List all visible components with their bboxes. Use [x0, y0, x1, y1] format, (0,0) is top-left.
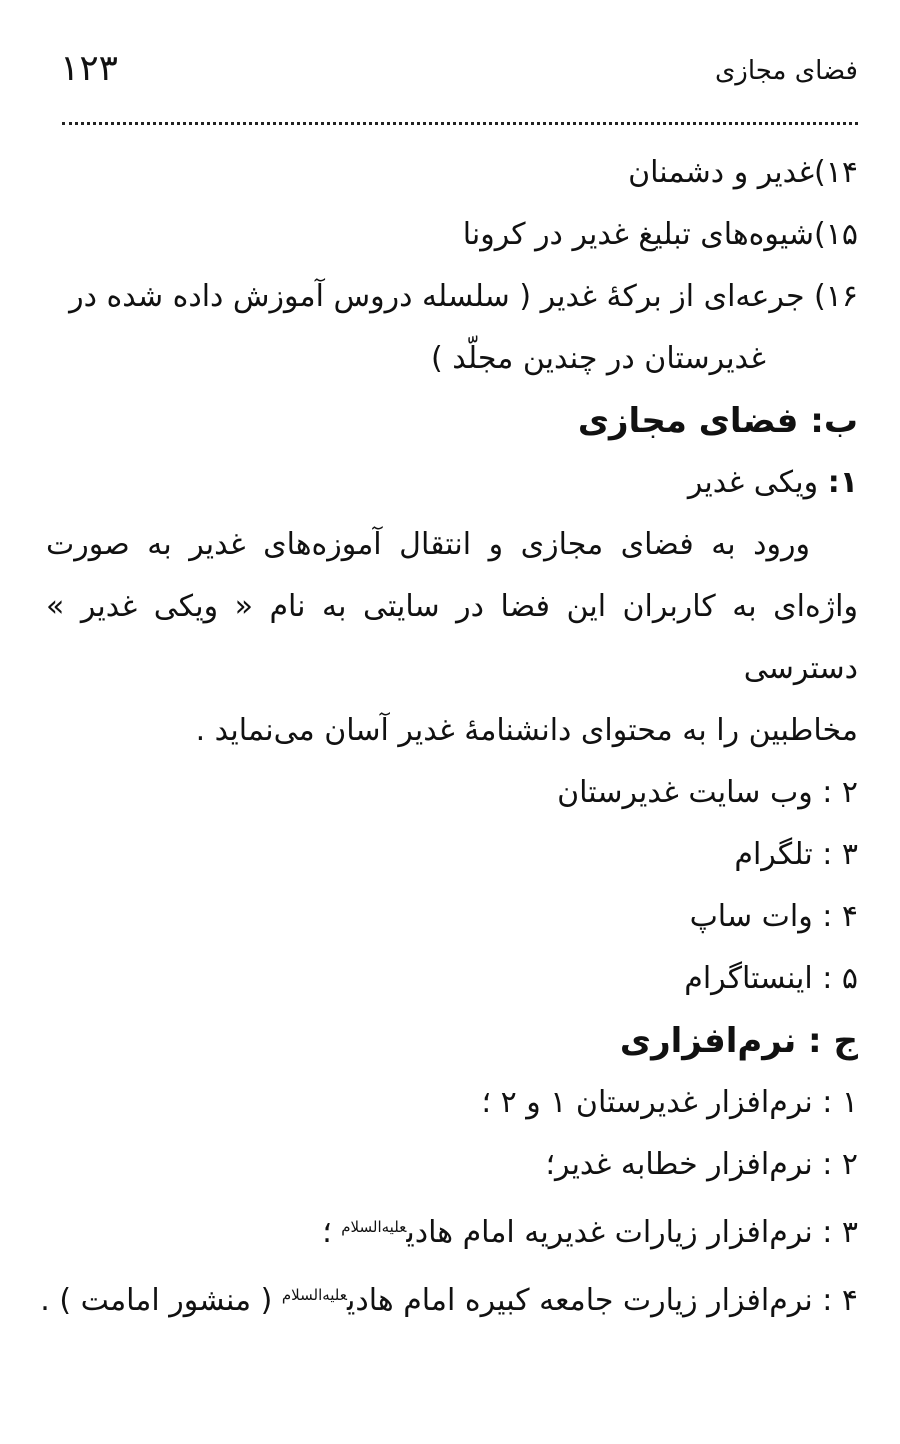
paragraph-line: ورود به فضای مجازی و انتقال آموزه‌های غدیر به صورت [46, 527, 810, 562]
section-heading-c: ج : نرم‌افزاری [619, 1021, 858, 1061]
page-content [40, 142, 858, 1332]
item-text-end: ؛ [322, 1215, 342, 1250]
list-item: ۱۵)شیوه‌های تبلیغ غدیر در کرونا [462, 217, 858, 252]
list-item: ۱۴)غدیر و دشمنان [628, 155, 858, 190]
list-item [40, 1264, 858, 1332]
item-text-end: ( منشور امامت ) . [40, 1283, 282, 1318]
item-label: ویکی غدیر [687, 465, 819, 500]
item-number: ۱: [827, 465, 858, 500]
list-item: ۲ : وب سایت غدیرستان [557, 775, 858, 810]
page-header [60, 48, 858, 98]
item-text: ۳ : نرم‌افزار زیارات غدیریه امام هادی [406, 1215, 858, 1250]
honorific-glyph: علیه‌السلام [341, 1218, 407, 1236]
item-text: ۴ : نرم‌افزار زیارت جامعه کبیره امام هادی [347, 1283, 858, 1318]
header-divider [62, 122, 858, 125]
running-title: فضای مجازی [714, 56, 858, 86]
section-b-item-1 [46, 452, 858, 514]
paragraph-line: واژه‌ای به کاربران این فضا در سایتی به نام « ویکی غدیر » دسترسی [46, 589, 858, 686]
list-item: ۴ : وات ساپ [689, 899, 858, 934]
paragraph-line: مخاطبین را به محتوای دانشنامهٔ غدیر آسان می‌نماید . [195, 713, 858, 748]
section-heading-b: ب: فضای مجازی [577, 401, 858, 441]
list-item: ۲ : نرم‌افزار خطابه غدیر؛ [545, 1147, 858, 1182]
list-item-continuation: غدیرستان در چندین مجلّد ) [430, 341, 766, 376]
list-item: ۱۶) جرعه‌ای از برکهٔ غدیر ( سلسله دروس آموزش داده شده در [69, 279, 858, 314]
description-paragraph [46, 514, 858, 762]
list-item: ۱ : نرم‌افزار غدیرستان ۱ و ۲ ؛ [481, 1085, 858, 1120]
page-number: ۱۲۳ [60, 48, 119, 89]
list-item: ۳ : تلگرام [734, 837, 858, 872]
list-item: ۵ : اینستاگرام [684, 961, 858, 996]
list-item [46, 1196, 858, 1264]
honorific-glyph: علیه‌السلام [281, 1286, 348, 1304]
